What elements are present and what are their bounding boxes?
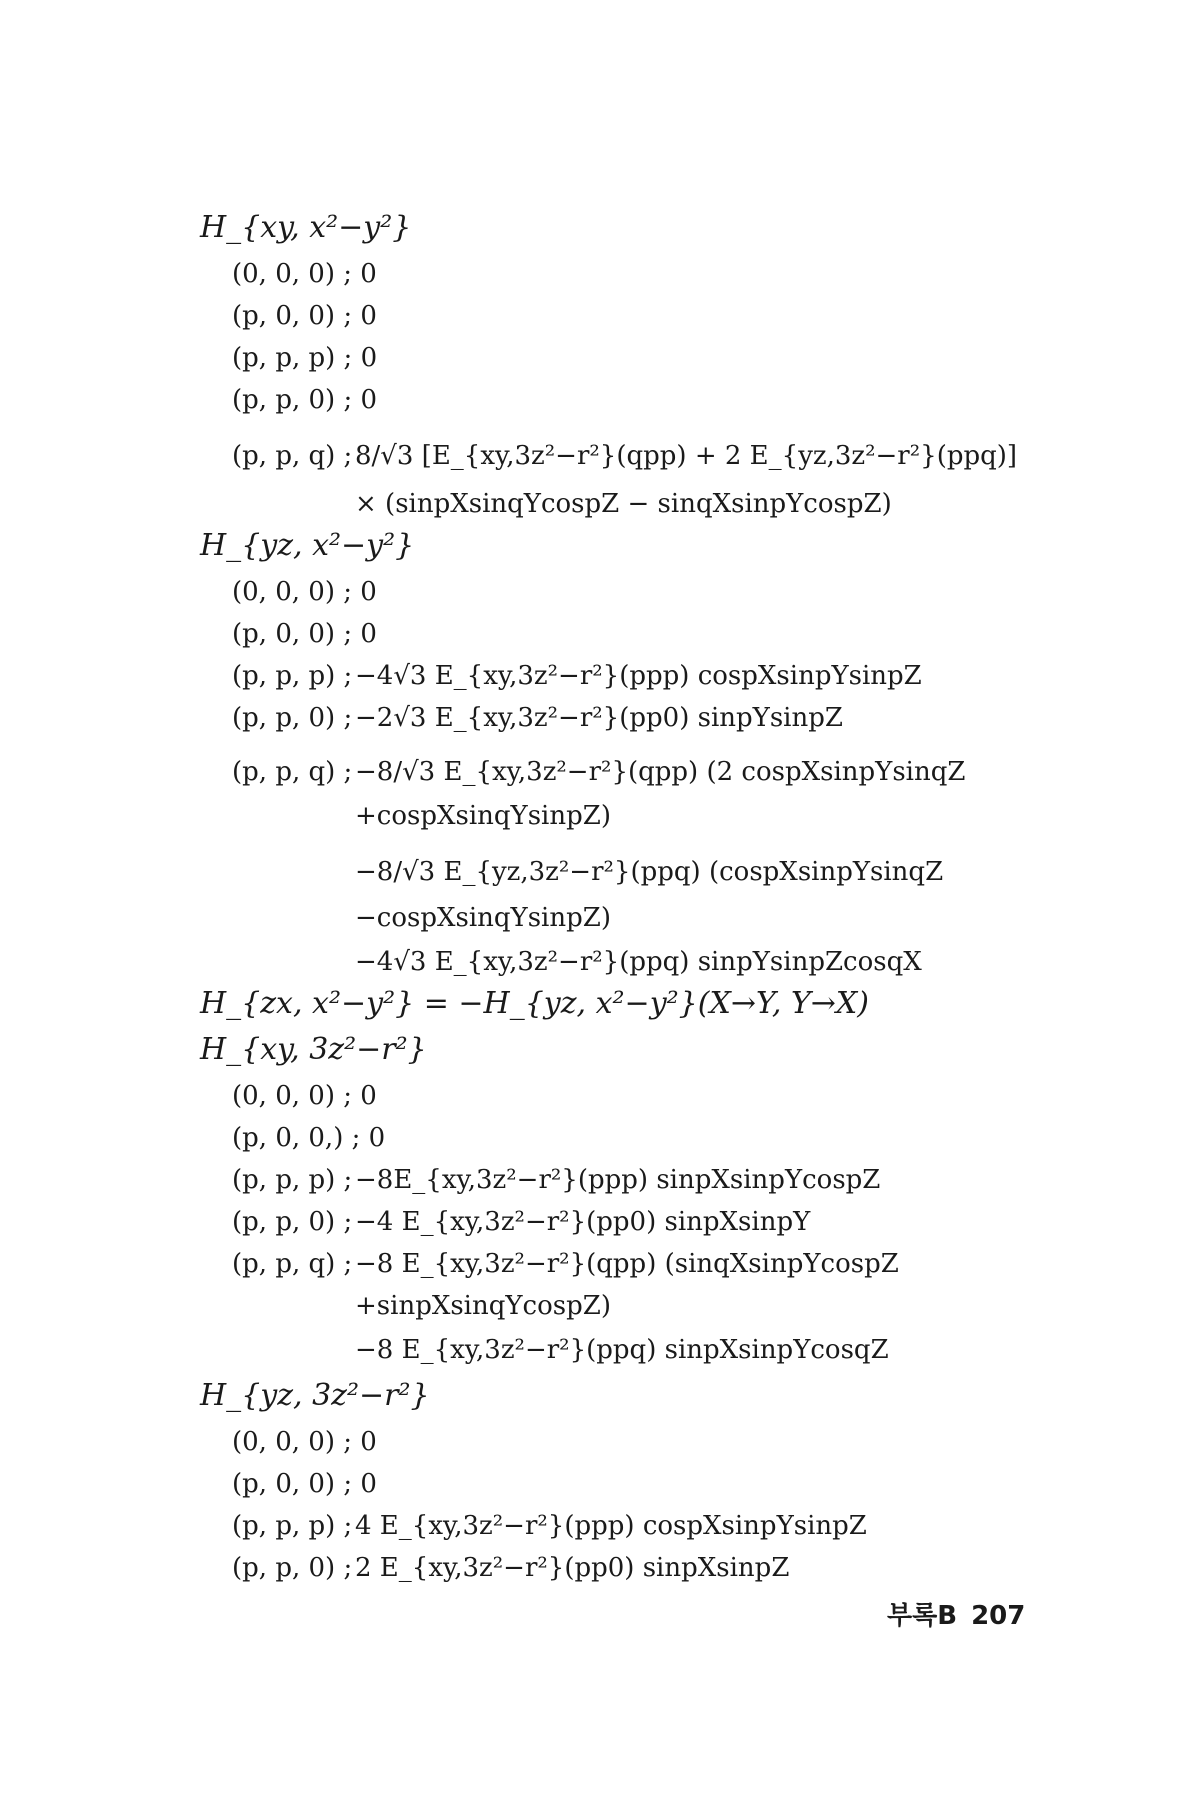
- equation-row-body: −8/√3 E_{xy,3z²−r²}(qpp) (2 cospXsinpYsinqZ: [355, 757, 966, 787]
- equation-row: (p, p, p) ; 0: [232, 343, 378, 373]
- equation-row: (p, 0, 0) ; 0: [232, 1469, 377, 1499]
- equation-row-head: (p, p, p) ;: [232, 1511, 353, 1541]
- equation-row: (0, 0, 0) ; 0: [232, 577, 377, 607]
- block-label: H_{xy, x²−y²}: [200, 210, 412, 245]
- equation-row-body: −4 E_{xy,3z²−r²}(pp0) sinpXsinpY: [355, 1207, 811, 1237]
- equation-row-body: −4√3 E_{xy,3z²−r²}(ppp) cospXsinpYsinpZ: [355, 661, 922, 691]
- equation-row-body: +cospXsinqYsinpZ): [355, 801, 611, 831]
- page-number: 207: [971, 1601, 1026, 1631]
- equation-row: (0, 0, 0) ; 0: [232, 1427, 377, 1457]
- section-label: 부록B: [887, 1601, 958, 1631]
- equation-row-head: (p, p, q) ;: [232, 441, 353, 471]
- equation-row-head: (p, p, 0) ;: [232, 1553, 353, 1583]
- equation-row-body: −8/√3 E_{yz,3z²−r²}(ppq) (cospXsinpYsinqZ: [355, 857, 944, 887]
- equation-row-body: −4√3 E_{xy,3z²−r²}(ppq) sinpYsinpZcosqX: [355, 947, 922, 977]
- equation-row-head: (p, p, 0) ;: [232, 1207, 353, 1237]
- equation-row: (p, 0, 0,) ; 0: [232, 1123, 386, 1153]
- equation-row-head: (p, p, 0) ;: [232, 703, 353, 733]
- equation-row-head: (p, p, p) ;: [232, 1165, 353, 1195]
- equation-row-body: −8E_{xy,3z²−r²}(ppp) sinpXsinpYcospZ: [355, 1165, 881, 1195]
- equation-row-head: (p, p, q) ;: [232, 757, 353, 787]
- block-label: H_{xy, 3z²−r²}: [200, 1032, 427, 1067]
- equation-row-head: (p, p, p) ;: [232, 661, 353, 691]
- equation-row-body: × (sinpXsinqYcospZ − sinqXsinpYcospZ): [355, 489, 892, 519]
- equation-row-body: +sinpXsinqYcospZ): [355, 1291, 611, 1321]
- block-label: H_{yz, 3z²−r²}: [200, 1378, 430, 1413]
- equation-row-body: −8 E_{xy,3z²−r²}(ppq) sinpXsinpYcosqZ: [355, 1335, 889, 1365]
- equation-row-body: 2 E_{xy,3z²−r²}(pp0) sinpXsinpZ: [355, 1553, 790, 1583]
- block-label: H_{yz, x²−y²}: [200, 528, 415, 563]
- equation-row-body: −cospXsinqYsinpZ): [355, 903, 611, 933]
- equation-row-body: 4 E_{xy,3z²−r²}(ppp) cospXsinpYsinpZ: [355, 1511, 867, 1541]
- equation-row: (0, 0, 0) ; 0: [232, 259, 377, 289]
- equation-row-body: −2√3 E_{xy,3z²−r²}(pp0) sinpYsinpZ: [355, 703, 843, 733]
- equation-row: (p, p, 0) ; 0: [232, 385, 378, 415]
- equation-row: (0, 0, 0) ; 0: [232, 1081, 377, 1111]
- page-footer: [887, 1595, 1025, 1632]
- equation-row-body: 8/√3 [E_{xy,3z²−r²}(qpp) + 2 E_{yz,3z²−r²}(ppq)]: [355, 441, 1018, 471]
- equation-row: (p, 0, 0) ; 0: [232, 301, 377, 331]
- equation-row: (p, 0, 0) ; 0: [232, 619, 377, 649]
- equation-row-body: −8 E_{xy,3z²−r²}(qpp) (sinqXsinpYcospZ: [355, 1249, 899, 1279]
- block-label: H_{zx, x²−y²} = −H_{yz, x²−y²}(X→Y, Y→X): [200, 986, 869, 1021]
- equation-row-head: (p, p, q) ;: [232, 1249, 353, 1279]
